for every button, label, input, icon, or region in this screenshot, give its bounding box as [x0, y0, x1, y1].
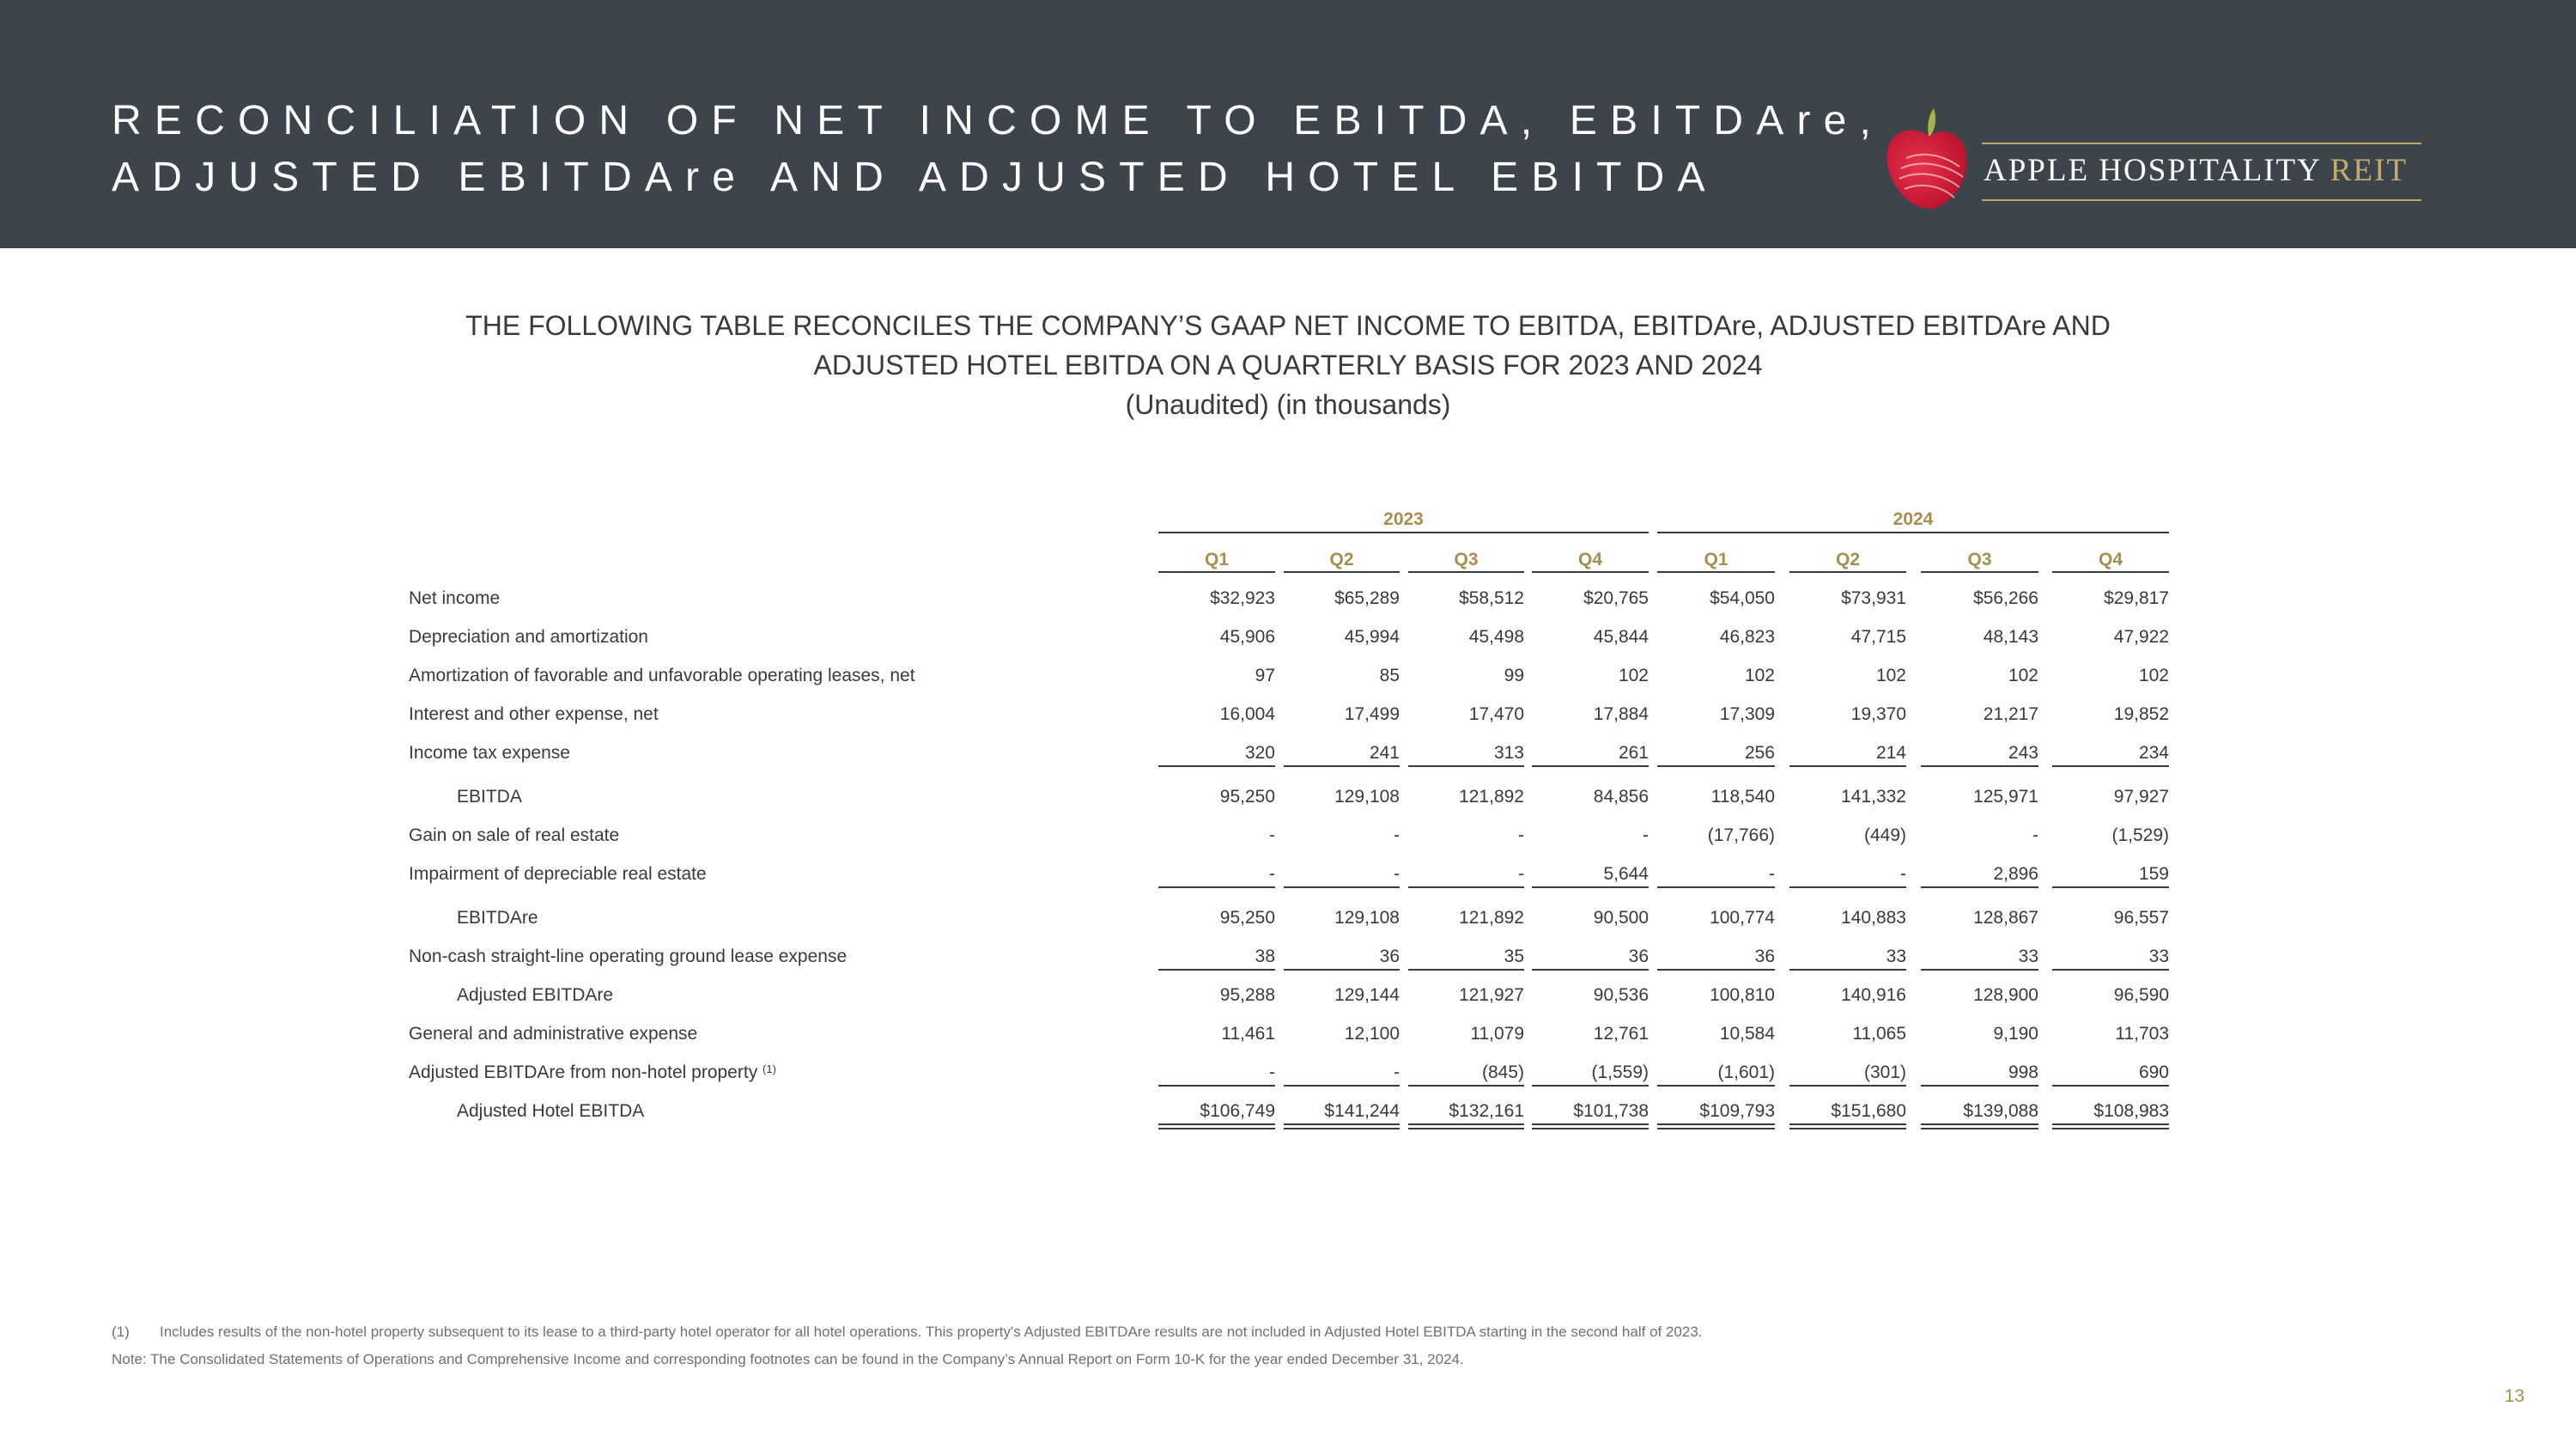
- table-cell: 998: [2008, 1062, 2038, 1082]
- table-cell: 46,823: [1719, 627, 1775, 647]
- subtitle-line-2: ADJUSTED HOTEL EBITDA ON A QUARTERLY BASIS FOR 2023 AND 2024: [813, 350, 1763, 381]
- quarter-header: Q3: [1967, 550, 1992, 569]
- quarter-rule: [1158, 571, 1275, 573]
- table-cell: 128,900: [1973, 985, 2038, 1005]
- subtotal-rule: [1657, 969, 1775, 971]
- subtotal-rule: [2052, 886, 2169, 888]
- table-cell: 100,774: [1710, 908, 1775, 928]
- subtotal-rule: [1408, 886, 1524, 888]
- table-cell: 16,004: [1219, 704, 1275, 724]
- total-rule-2: [1284, 1128, 1400, 1129]
- subtotal-rule: [1921, 969, 2038, 971]
- quarter-header: Q4: [1577, 550, 1602, 569]
- table-cell: 141,332: [1841, 787, 1906, 807]
- table-cell: 19,852: [2113, 704, 2169, 724]
- row-label: Depreciation and amortization: [409, 627, 648, 647]
- subtotal-rule: [2052, 969, 2169, 971]
- table-cell: 47,922: [2113, 627, 2169, 647]
- table-cell: (301): [1863, 1062, 1906, 1082]
- table-cell: 102: [2008, 666, 2038, 685]
- subtotal-rule: [1284, 1085, 1400, 1087]
- table-cell: 36: [1754, 947, 1775, 966]
- subtotal-rule: [1789, 765, 1906, 767]
- table-cell: 36: [1379, 947, 1400, 966]
- table-cell: 243: [2008, 743, 2038, 763]
- quarter-header: Q2: [1835, 550, 1860, 569]
- page-title-line-1: RECONCILIATION OF NET INCOME TO EBITDA, EBITDAre,: [112, 98, 1885, 143]
- table-cell: 36: [1628, 947, 1649, 966]
- apple-logo-icon: [1880, 107, 1975, 213]
- row-label: General and administrative expense: [409, 1024, 698, 1044]
- year-header-2023: 2023: [1383, 509, 1424, 529]
- quarter-rule: [2052, 571, 2169, 573]
- footnote-1-text: Includes results of the non-hotel property subsequent to its lease to a third-party hotel operator for all hotel operations. This property's Adjusted EBITDAre results are not included in Adjusted Hotel EBITDA starting in the second half of 2023.: [160, 1324, 1703, 1340]
- row-label: Adjusted EBITDAre: [457, 985, 614, 1005]
- header-banner: [0, 0, 2576, 248]
- table-cell: 100,810: [1710, 985, 1775, 1005]
- table-cell: (1,559): [1591, 1062, 1649, 1082]
- table-cell: -: [1269, 825, 1275, 845]
- total-rule-1: [1657, 1123, 1775, 1125]
- subtotal-rule: [1532, 765, 1649, 767]
- table-cell: 45,994: [1344, 627, 1400, 647]
- year-rule-2023: [1158, 532, 1649, 533]
- quarter-header: Q2: [1329, 550, 1354, 569]
- subtotal-rule: [1284, 969, 1400, 971]
- row-label: EBITDA: [457, 787, 522, 807]
- table-cell: 17,470: [1468, 704, 1524, 724]
- table-cell: 95,250: [1219, 908, 1275, 928]
- total-rule-1: [1408, 1123, 1524, 1125]
- table-cell: 118,540: [1710, 787, 1775, 807]
- quarter-header: Q1: [1704, 550, 1728, 569]
- subtotal-rule: [1921, 765, 2038, 767]
- table-cell: $132,161: [1449, 1101, 1524, 1121]
- total-rule-1: [1284, 1123, 1400, 1125]
- table-cell: $73,931: [1841, 588, 1906, 608]
- table-cell: 17,499: [1344, 704, 1400, 724]
- logo-reit: REIT: [2330, 153, 2408, 188]
- table-cell: 690: [2138, 1062, 2169, 1082]
- table-cell: 11,461: [1221, 1024, 1275, 1044]
- quarter-header: Q4: [2098, 550, 2123, 569]
- quarter-rule: [1532, 571, 1649, 573]
- subtotal-rule: [1789, 969, 1906, 971]
- subtitle-line-3: (Unaudited) (in thousands): [1125, 389, 1451, 420]
- table-cell: $65,289: [1334, 588, 1400, 608]
- subtotal-rule: [1532, 886, 1649, 888]
- table-cell: 129,108: [1334, 908, 1400, 928]
- table-cell: 85: [1379, 666, 1400, 685]
- page-title-line-2: ADJUSTED EBITDAre AND ADJUSTED HOTEL EBITDA: [112, 155, 1718, 200]
- subtotal-rule: [1657, 765, 1775, 767]
- table-cell: 129,144: [1334, 985, 1400, 1005]
- table-cell: -: [1269, 864, 1275, 884]
- table-cell: (449): [1863, 825, 1906, 845]
- table-cell: (1,529): [2111, 825, 2169, 845]
- total-rule-2: [1408, 1128, 1524, 1129]
- footnote-note: Note: The Consolidated Statements of Operations and Comprehensive Income and corresponding footnotes can be found in the Company’s Annual Report on Form 10-K for the year ended December 31, 2024.: [112, 1351, 1464, 1367]
- table-cell: 48,143: [1983, 627, 2038, 647]
- logo-brand: APPLE HOSPITALITY: [1984, 153, 2321, 188]
- subtotal-rule: [1657, 1085, 1775, 1087]
- year-header-2024: 2024: [1893, 509, 1934, 529]
- table-cell: $54,050: [1710, 588, 1775, 608]
- subtotal-rule: [1408, 765, 1524, 767]
- table-cell: -: [1900, 864, 1906, 884]
- subtotal-rule: [1532, 969, 1649, 971]
- table-cell: 313: [1493, 743, 1524, 763]
- table-cell: -: [1643, 825, 1649, 845]
- table-cell: 102: [2138, 666, 2169, 685]
- table-cell: 90,500: [1593, 908, 1649, 928]
- table-cell: $29,817: [2104, 588, 2169, 608]
- table-cell: 129,108: [1334, 787, 1400, 807]
- table-cell: (17,766): [1707, 825, 1775, 845]
- table-cell: (1,601): [1717, 1062, 1775, 1082]
- subtotal-rule: [1158, 1085, 1275, 1087]
- table-cell: 45,906: [1219, 627, 1275, 647]
- table-cell: 214: [1875, 743, 1906, 763]
- table-cell: 121,892: [1459, 908, 1524, 928]
- table-cell: 99: [1504, 666, 1524, 685]
- row-label: Impairment of depreciable real estate: [409, 864, 707, 884]
- table-cell: 12,761: [1593, 1024, 1649, 1044]
- table-cell: 90,536: [1593, 985, 1649, 1005]
- table-cell: 45,498: [1468, 627, 1524, 647]
- table-cell: $151,680: [1831, 1101, 1906, 1121]
- subtitle-line-1: THE FOLLOWING TABLE RECONCILES THE COMPANY’S GAAP NET INCOME TO EBITDA, EBITDAre, ADJUSTED EBITDAre AND: [465, 310, 2111, 341]
- row-label: EBITDAre: [457, 908, 538, 928]
- table-cell: -: [1394, 864, 1400, 884]
- table-cell: 121,927: [1459, 985, 1524, 1005]
- table-cell: 97: [1255, 666, 1275, 685]
- table-cell: -: [1518, 864, 1524, 884]
- table-cell: 5,644: [1603, 864, 1649, 884]
- table-cell: $58,512: [1459, 588, 1524, 608]
- table-cell: 97,927: [2113, 787, 2169, 807]
- subtotal-rule: [1284, 765, 1400, 767]
- table-cell: $139,088: [1963, 1101, 2038, 1121]
- subtotal-rule: [1921, 1085, 2038, 1087]
- total-rule-1: [2052, 1123, 2169, 1125]
- subtotal-rule: [1408, 1085, 1524, 1087]
- row-label: Income tax expense: [409, 743, 570, 763]
- table-cell: 11,079: [1470, 1024, 1524, 1044]
- table-cell: $101,738: [1573, 1101, 1649, 1121]
- table-cell: $108,983: [2093, 1101, 2169, 1121]
- table-cell: 102: [1875, 666, 1906, 685]
- footnote-1-number: (1): [112, 1324, 130, 1340]
- table-cell: 17,309: [1719, 704, 1775, 724]
- total-rule-2: [1921, 1128, 2038, 1129]
- total-rule-1: [1921, 1123, 2038, 1125]
- table-cell: 121,892: [1459, 787, 1524, 807]
- subtotal-rule: [1158, 969, 1275, 971]
- total-rule-1: [1158, 1123, 1275, 1125]
- table-cell: 11,065: [1852, 1024, 1906, 1044]
- table-cell: 33: [2018, 947, 2038, 966]
- table-cell: 17,884: [1593, 704, 1649, 724]
- table-cell: 2,896: [1993, 864, 2038, 884]
- table-cell: 38: [1255, 947, 1275, 966]
- subtotal-rule: [2052, 1085, 2169, 1087]
- total-rule-1: [1532, 1123, 1649, 1125]
- quarter-rule: [1657, 571, 1775, 573]
- table-cell: 102: [1744, 666, 1775, 685]
- quarter-header: Q3: [1454, 550, 1479, 569]
- table-cell: -: [1269, 1062, 1275, 1082]
- table-cell: $109,793: [1699, 1101, 1775, 1121]
- logo-wordmark: [1984, 151, 2408, 191]
- page-title: [112, 93, 1884, 206]
- table-cell: 140,883: [1841, 908, 1906, 928]
- table-cell: 140,916: [1841, 985, 1906, 1005]
- table-cell: 35: [1504, 947, 1524, 966]
- table-cell: 45,844: [1593, 627, 1649, 647]
- table-cell: 96,590: [2113, 985, 2169, 1005]
- table-cell: 320: [1244, 743, 1275, 763]
- table-cell: 159: [2138, 864, 2169, 884]
- company-logo: [1880, 107, 2430, 213]
- subtotal-rule: [1532, 1085, 1649, 1087]
- table-cell: $20,765: [1583, 588, 1649, 608]
- total-rule-2: [1158, 1128, 1275, 1129]
- subtotal-rule: [1158, 886, 1275, 888]
- quarter-rule: [1921, 571, 2038, 573]
- table-cell: 10,584: [1719, 1024, 1775, 1044]
- year-rule-2024: [1657, 532, 2169, 533]
- total-rule-1: [1789, 1123, 1906, 1125]
- table-cell: 95,288: [1219, 985, 1275, 1005]
- table-cell: 241: [1369, 743, 1400, 763]
- table-cell: (845): [1481, 1062, 1524, 1082]
- table-cell: $141,244: [1324, 1101, 1400, 1121]
- row-label: Amortization of favorable and unfavorable operating leases, net: [409, 666, 915, 685]
- row-label: Net income: [409, 588, 501, 608]
- table-cell: 19,370: [1850, 704, 1906, 724]
- table-cell: $32,923: [1210, 588, 1275, 608]
- subtotal-rule: [1657, 886, 1775, 888]
- table-cell: $106,749: [1200, 1101, 1275, 1121]
- table-cell: 234: [2138, 743, 2169, 763]
- logo-rule-bottom: [1982, 199, 2421, 201]
- table-cell: 96,557: [2113, 908, 2169, 928]
- table-subtitle: [0, 306, 2576, 424]
- logo-rule-top: [1982, 143, 2421, 144]
- row-label: Non-cash straight-line operating ground lease expense: [409, 947, 848, 966]
- table-cell: 12,100: [1344, 1024, 1400, 1044]
- table-cell: -: [1394, 825, 1400, 845]
- quarter-rule: [1408, 571, 1524, 573]
- table-cell: -: [2032, 825, 2038, 845]
- table-cell: 21,217: [1983, 704, 2038, 724]
- total-rule-2: [1789, 1128, 1906, 1129]
- subtotal-rule: [1408, 969, 1524, 971]
- table-cell: 102: [1618, 666, 1649, 685]
- table-cell: 261: [1618, 743, 1649, 763]
- quarter-rule: [1789, 571, 1906, 573]
- subtotal-rule: [2052, 765, 2169, 767]
- table-cell: 125,971: [1973, 787, 2038, 807]
- total-rule-2: [1657, 1128, 1775, 1129]
- table-cell: 33: [2148, 947, 2169, 966]
- table-cell: 128,867: [1973, 908, 2038, 928]
- row-label: Adjusted Hotel EBITDA: [457, 1101, 645, 1121]
- quarter-rule: [1284, 571, 1400, 573]
- table-cell: 33: [1886, 947, 1906, 966]
- subtotal-rule: [1921, 886, 2038, 888]
- subtotal-rule: [1789, 886, 1906, 888]
- footnote-ref: (1): [762, 1062, 776, 1075]
- subtotal-rule: [1284, 886, 1400, 888]
- table-cell: 256: [1744, 743, 1775, 763]
- quarter-header: Q1: [1204, 550, 1229, 569]
- table-cell: -: [1394, 1062, 1400, 1082]
- page-number: 13: [2504, 1386, 2524, 1406]
- table-cell: $56,266: [1973, 588, 2038, 608]
- table-cell: 11,703: [2115, 1024, 2169, 1044]
- row-label: Gain on sale of real estate: [409, 825, 620, 845]
- table-cell: -: [1769, 864, 1775, 884]
- table-cell: 84,856: [1593, 787, 1649, 807]
- table-cell: 9,190: [1993, 1024, 2038, 1044]
- table-cell: -: [1518, 825, 1524, 845]
- subtotal-rule: [1158, 765, 1275, 767]
- subtotal-rule: [1789, 1085, 1906, 1087]
- table-cell: 47,715: [1850, 627, 1906, 647]
- footnote-1: [112, 1321, 1703, 1343]
- row-label: Interest and other expense, net: [409, 704, 659, 724]
- table-cell: 95,250: [1219, 787, 1275, 807]
- total-rule-2: [2052, 1128, 2169, 1129]
- total-rule-2: [1532, 1128, 1649, 1129]
- row-label: Adjusted EBITDAre from non-hotel property $^{(1)}$: [409, 1062, 776, 1082]
